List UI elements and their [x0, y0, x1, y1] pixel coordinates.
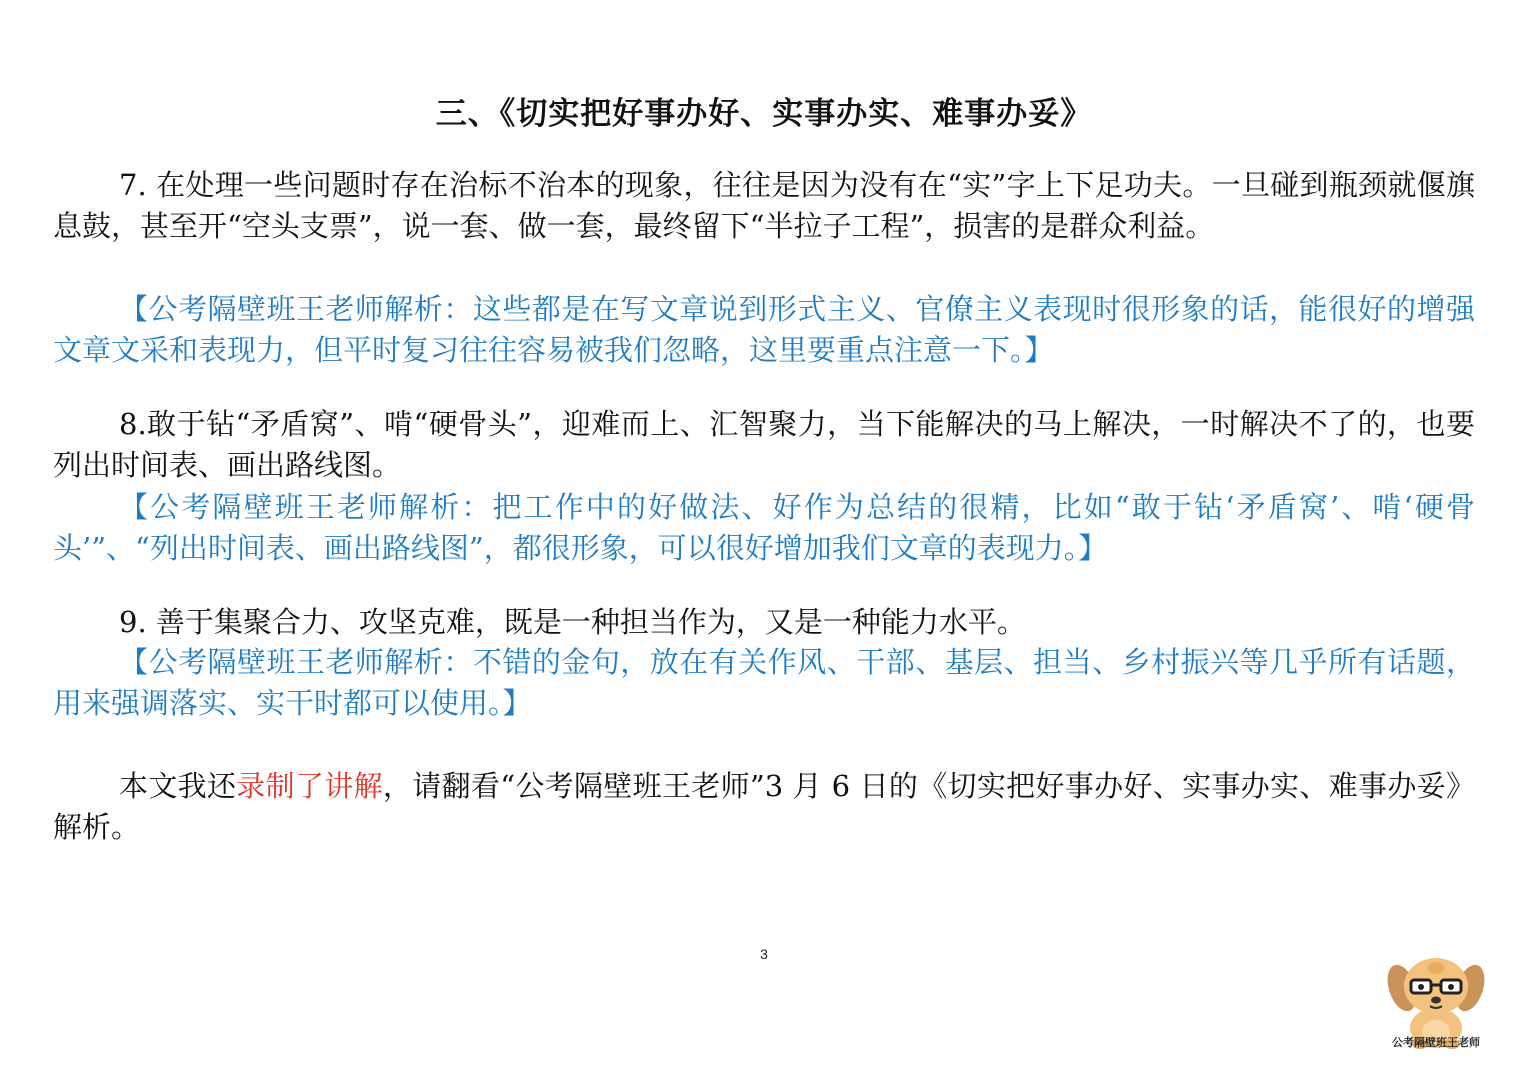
item-9-analysis: 【公考隔壁班王老师解析：不错的金句，放在有关作风、干部、基层、担当、乡村振兴等几乎所有话题，用来强调落实、实干时都可以使用。】	[53, 645, 1475, 720]
item-8-text: 8.敢于钻“矛盾窝”、啃“硬骨头”，迎难而上、汇智聚力，当下能解决的马上解决，一时解决不了的，也要列出时间表、画出路线图。	[53, 407, 1475, 482]
page-number: 3	[760, 946, 768, 962]
closing-note-lead: 本文我还	[119, 769, 237, 803]
item-7-analysis: 【公考隔壁班王老师解析：这些都是在写文章说到形式主义、官僚主义表现时很形象的话，能很好的增强文章文采和表现力，但平时复习往往容易被我们忽略，这里要重点注意一下。】	[53, 292, 1475, 367]
closing-note-highlight: 录制了讲解	[236, 769, 383, 803]
mascot-caption: 公考隔壁班王老师	[1392, 1036, 1480, 1049]
item-7-text: 7. 在处理一些问题时存在治标不治本的现象，往往是因为没有在“实”字上下足功夫。一旦碰到瓶颈就偃旗息鼓，甚至开“空头支票”，说一套、做一套，最终留下“半拉子工程”，损害的是群众利益。	[53, 168, 1475, 243]
closing-note	[53, 766, 1475, 848]
page-title: 三、《切实把好事办好、实事办实、难事办妥》	[435, 96, 1093, 132]
item-9-text: 9. 善于集聚合力、攻坚克难，既是一种担当作为，又是一种能力水平。	[119, 605, 1026, 639]
item-8-analysis: 【公考隔壁班王老师解析：把工作中的好做法、好作为总结的很精，比如“敢于钻‘矛盾窝’、啃‘硬骨头’”、“列出时间表、画出路线图”，都很形象，可以很好增加我们文章的表现力。】	[53, 490, 1475, 565]
closing-note-tail: ，请翻看“公考隔壁班王老师”3 月 6 日的《切实把好事办好、实事办实、难事办妥》解析。	[53, 769, 1475, 844]
